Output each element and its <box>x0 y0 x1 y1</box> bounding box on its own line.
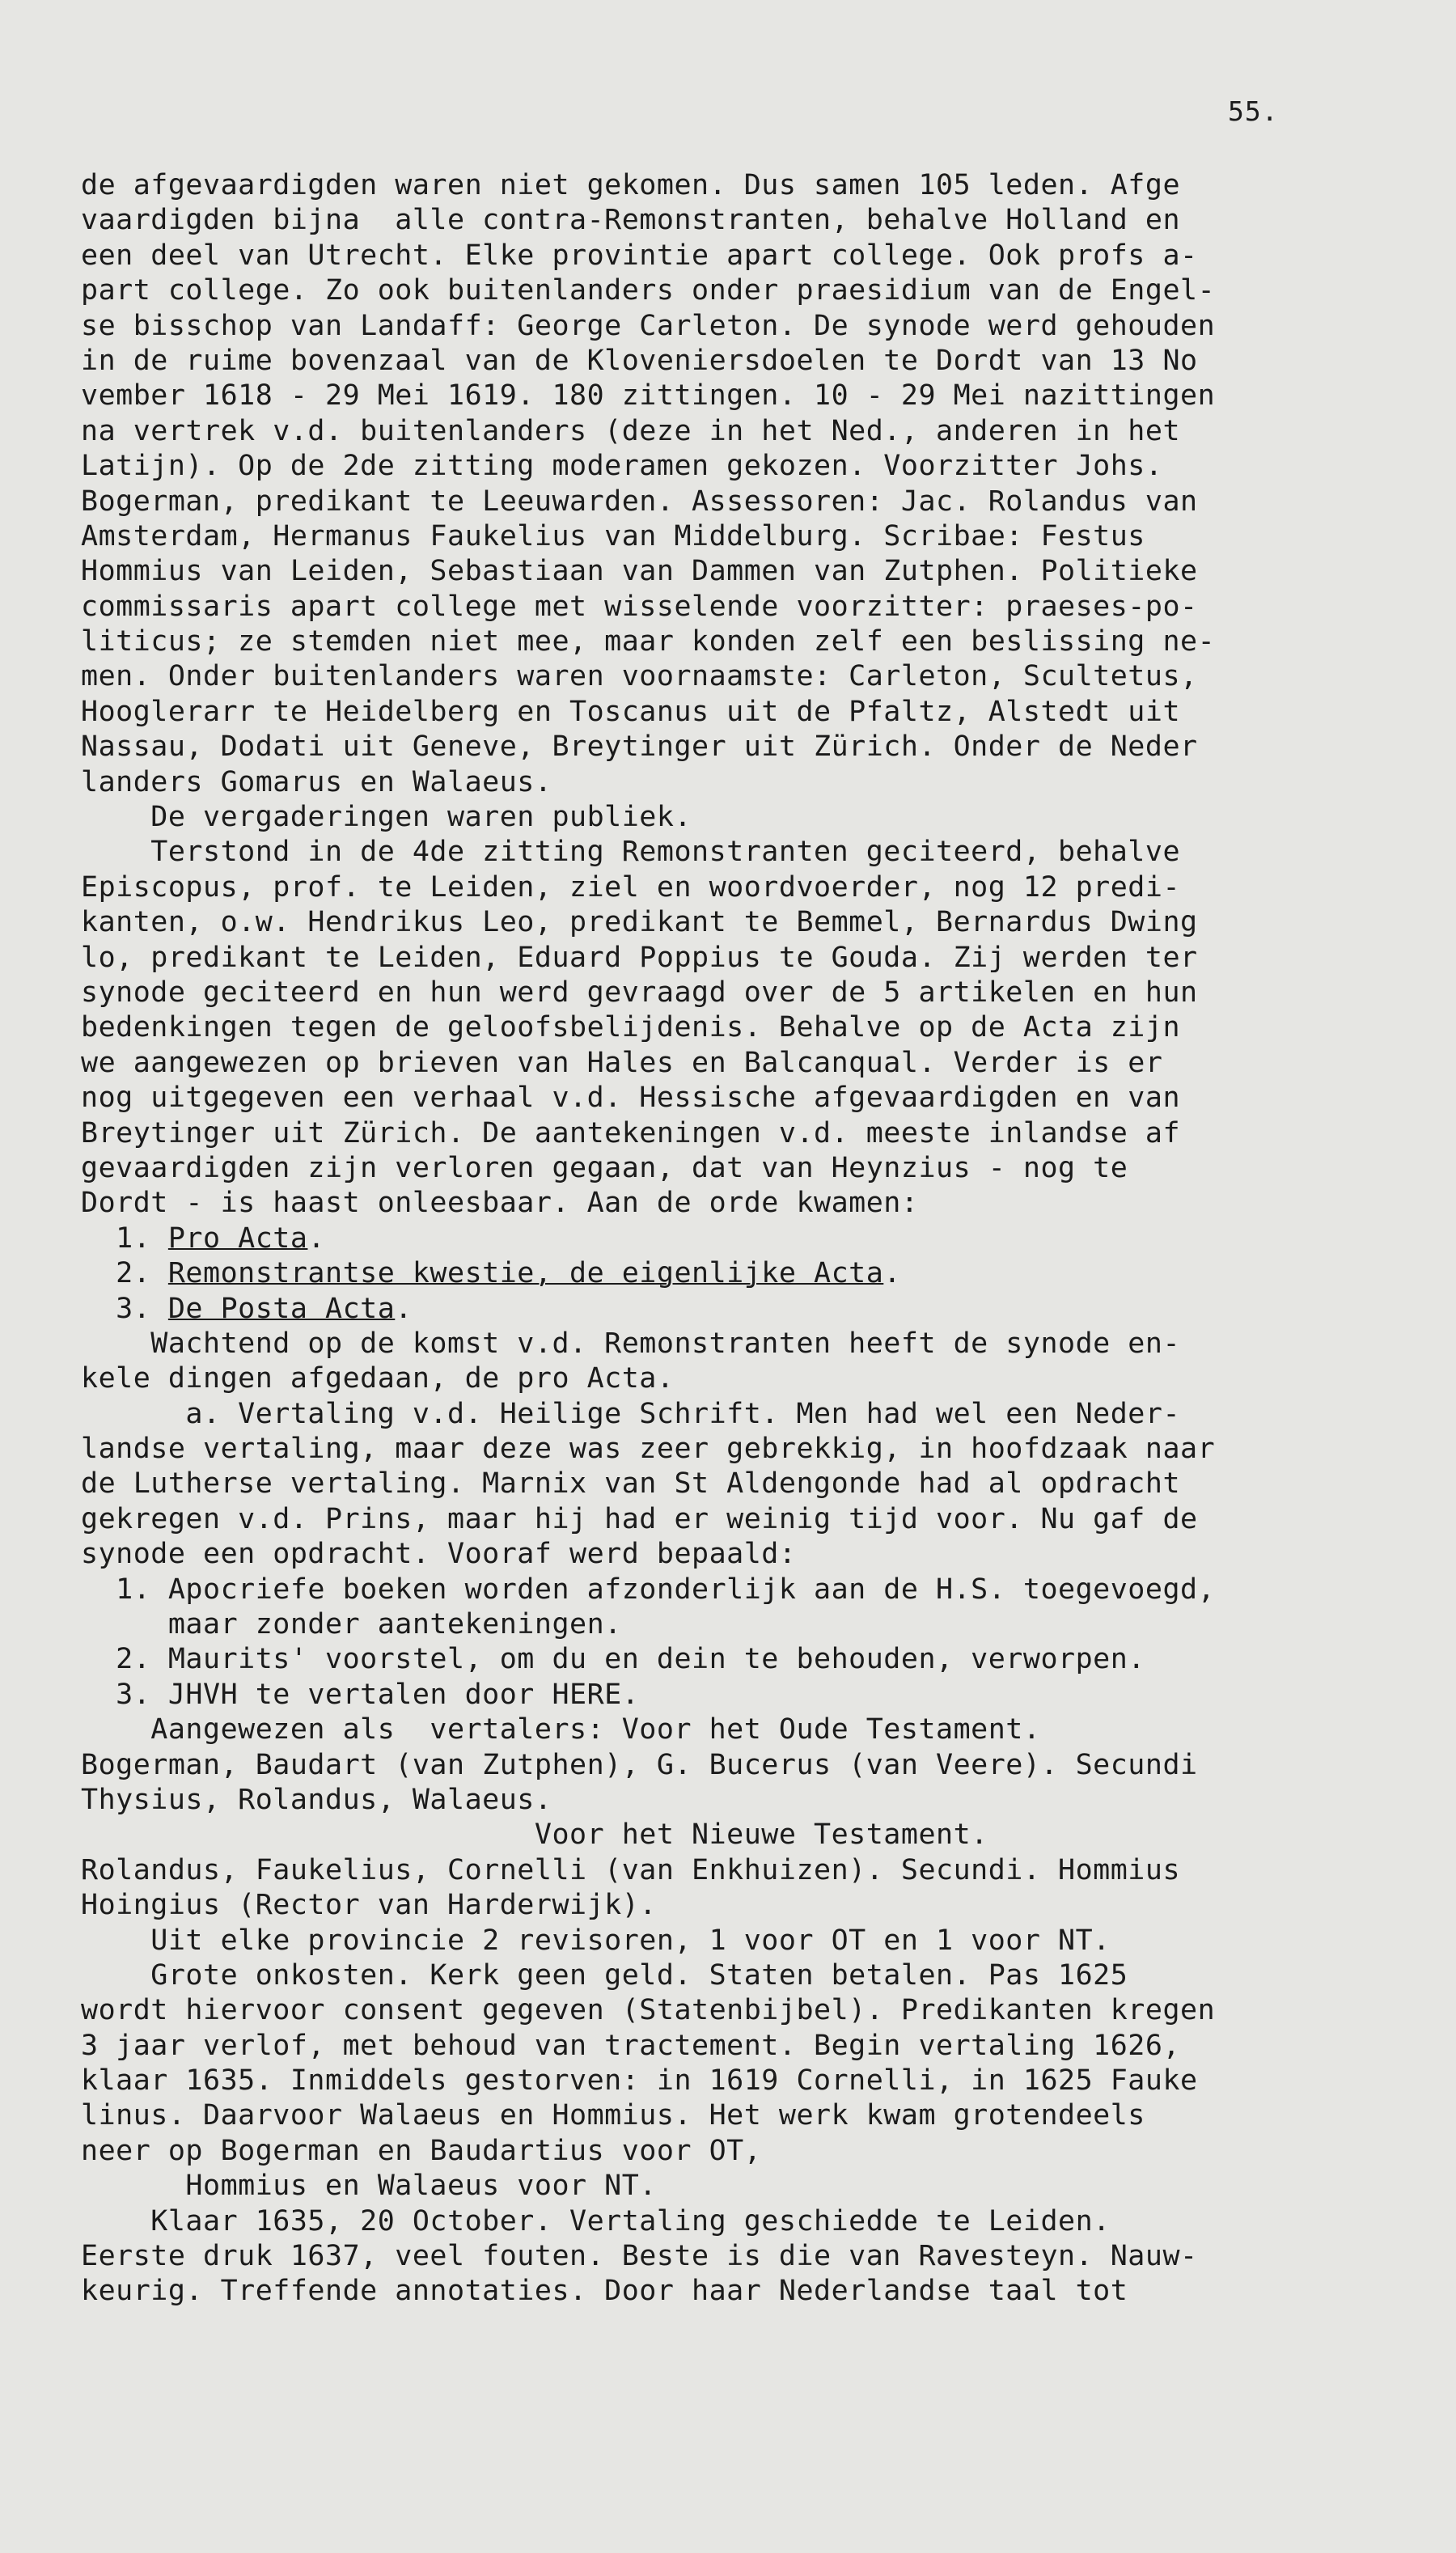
text-line <box>81 835 1407 870</box>
line-suffix: . <box>883 1257 901 1290</box>
text-line <box>81 624 1407 659</box>
text-line <box>81 1327 1407 1361</box>
line-text: se bisschop van Landaff: George Carleton. De synode werd gehouden <box>81 309 1216 342</box>
line-text: Thysius, Rolandus, Walaeus. <box>81 1783 552 1816</box>
text-line <box>81 1537 1407 1572</box>
line-text: na vertrek v.d. buitenlanders (deze in het Ned., anderen in het <box>81 414 1181 447</box>
line-text: Episcopus, prof. te Leiden, ziel en woordvoerder, nog 12 predi- <box>81 870 1181 904</box>
text-line <box>81 590 1407 624</box>
text-line <box>81 168 1407 203</box>
text-line <box>81 905 1407 940</box>
text-line <box>81 1993 1407 2028</box>
line-text: Breytinger uit Zürich. De aantekeningen v.d. meeste inlandse af <box>81 1116 1181 1149</box>
line-text: Hoingius (Rector van Harderwijk). <box>81 1889 657 1922</box>
line-text: 3 jaar verlof, met behoud van tractement. Begin vertaling 1626, <box>81 2029 1181 2062</box>
line-text: Dordt - is haast onleesbaar. Aan de orde kwamen: <box>81 1187 919 1220</box>
line-text: bedenkingen tegen de geloofsbelijdenis. Behalve op de Acta zijn <box>81 1011 1181 1044</box>
text-line <box>81 1642 1407 1677</box>
line-text: in de ruime bovenzaal van de Kloveniersdoelen te Dordt van 13 No <box>81 344 1198 377</box>
line-text: gevaardigden zijn verloren gegaan, dat van Heynzius - nog te <box>81 1151 1128 1184</box>
line-text: vember 1618 - 29 Mei 1619. 180 zittingen. 10 - 29 Mei nazittingen <box>81 379 1216 413</box>
text-line <box>81 1607 1407 1642</box>
text-line <box>81 1010 1407 1045</box>
line-text: maar zonder aantekeningen. <box>81 1608 622 1641</box>
text-line <box>81 203 1407 238</box>
text-line <box>81 1116 1407 1151</box>
line-text: Terstond in de 4de zitting Remonstranten geciteerd, behalve <box>81 836 1181 869</box>
line-text: we aangewezen op brieven van Hales en Balcanqual. Verder is er <box>81 1046 1163 1079</box>
line-text: 3. <box>81 1292 168 1325</box>
text-line <box>81 485 1407 519</box>
line-text: linus. Daarvoor Walaeus en Hommius. Het werk kwam grotendeels <box>81 2099 1145 2132</box>
line-text: Amsterdam, Hermanus Faukelius van Middelburg. Scribae: Festus <box>81 519 1145 553</box>
text-line <box>81 730 1407 764</box>
text-line <box>81 273 1407 308</box>
line-text: lo, predikant te Leiden, Eduard Poppius te Gouda. Zij werden ter <box>81 941 1198 974</box>
text-line <box>81 1888 1407 1923</box>
line-text: Uit elke provincie 2 revisoren, 1 voor OT en 1 voor NT. <box>81 1924 1111 1957</box>
text-line <box>81 309 1407 344</box>
text-line <box>81 1046 1407 1081</box>
underlined-heading: De Posta Acta <box>167 1292 396 1325</box>
line-text: wordt hiervoor consent gegeven (Statenbijbel). Predikanten kregen <box>81 1994 1216 2027</box>
line-text: Hommius van Leiden, Sebastiaan van Dammen van Zutphen. Politieke <box>81 555 1198 588</box>
text-line <box>81 1958 1407 1993</box>
line-text: een deel van Utrecht. Elke provintie apart college. Ook profs a- <box>81 239 1198 272</box>
text-line <box>81 379 1407 413</box>
text-line <box>81 1783 1407 1818</box>
line-text: synode een opdracht. Vooraf werd bepaald: <box>81 1538 797 1571</box>
text-line <box>81 449 1407 484</box>
line-text: synode geciteerd en hun werd gevraagd over de 5 artikelen en hun <box>81 976 1198 1009</box>
line-suffix: . <box>307 1221 326 1255</box>
text-line <box>81 765 1407 800</box>
text-line <box>81 1573 1407 1607</box>
line-text: Hooglerarr te Heidelberg en Toscanus uit de Pfaltz, Alstedt uit <box>81 695 1181 728</box>
text-line <box>81 344 1407 379</box>
line-text: men. Onder buitenlanders waren voornaamste: Carleton, Scultetus, <box>81 660 1198 693</box>
text-line <box>81 1186 1407 1221</box>
line-text: Voor het Nieuwe Testament. <box>81 1818 988 1852</box>
text-line <box>81 2274 1407 2309</box>
line-text: part college. Zo ook buitenlanders onder praesidium van de Engel- <box>81 274 1216 307</box>
line-text: Bogerman, predikant te Leeuwarden. Assessoren: Jac. Rolandus van <box>81 485 1198 518</box>
line-text: klaar 1635. Inmiddels gestorven: in 1619 Cornelli, in 1625 Fauke <box>81 2064 1198 2098</box>
line-text: 2. Maurits' voorstel, om du en dein te behouden, verworpen. <box>81 1643 1145 1676</box>
line-text: liticus; ze stemden niet mee, maar konden zelf een beslissing ne- <box>81 625 1216 658</box>
line-suffix: . <box>395 1292 413 1325</box>
line-text: Bogerman, Baudart (van Zutphen), G. Bucerus (van Veere). Secundi <box>81 1748 1198 1781</box>
line-text: de afgevaardigden waren niet gekomen. Dus samen 105 leden. Afge <box>81 169 1181 201</box>
line-text: 1. Apocriefe boeken worden afzonderlijk aan de H.S. toegevoegd, <box>81 1573 1216 1606</box>
line-text: Nassau, Dodati uit Geneve, Breytinger uit Zürich. Onder de Neder <box>81 730 1198 764</box>
line-text: Eerste druk 1637, veel fouten. Beste is die van Ravesteyn. Nauw- <box>81 2240 1198 2273</box>
text-line <box>81 1678 1407 1713</box>
text-line <box>81 870 1407 905</box>
text-line <box>81 800 1407 835</box>
line-text: Aangewezen als vertalers: Voor het Oude Testament. <box>81 1713 1041 1746</box>
line-text: De vergaderingen waren publiek. <box>81 801 692 834</box>
line-text: Latijn). Op de 2de zitting moderamen gekozen. Voorzitter Johs. <box>81 450 1163 483</box>
text-line <box>81 2239 1407 2274</box>
page-number: 55. <box>1228 95 1279 127</box>
text-line <box>81 2064 1407 2098</box>
text-line <box>81 1924 1407 1958</box>
text-line <box>81 1292 1407 1327</box>
text-line <box>81 941 1407 976</box>
line-text: landers Gomarus en Walaeus. <box>81 765 552 798</box>
text-line <box>81 554 1407 589</box>
text-line <box>81 695 1407 730</box>
line-text: Rolandus, Faukelius, Cornelli (van Enkhuizen). Secundi. Hommius <box>81 1853 1181 1886</box>
line-text: de Lutherse vertaling. Marnix van St Aldengonde had al opdracht <box>81 1467 1181 1501</box>
line-text: neer op Bogerman en Baudartius voor OT, <box>81 2134 762 2167</box>
text-line <box>81 1151 1407 1186</box>
line-text: keurig. Treffende annotaties. Door haar Nederlandse taal tot <box>81 2275 1128 2308</box>
line-text: commissaris apart college met wisselende voorzitter: praeses-po- <box>81 590 1198 623</box>
line-text: Klaar 1635, 20 October. Vertaling geschiedde te Leiden. <box>81 2204 1111 2238</box>
text-line <box>81 414 1407 449</box>
text-line <box>81 1818 1407 1852</box>
line-text: 3. JHVH te vertalen door HERE. <box>81 1678 640 1711</box>
text-line <box>81 2029 1407 2064</box>
line-text: a. Vertaling v.d. Heilige Schrift. Men had wel een Neder- <box>81 1397 1181 1430</box>
text-line <box>81 1713 1407 1747</box>
text-line <box>81 2204 1407 2239</box>
line-text: 2. <box>81 1257 168 1290</box>
text-line <box>81 976 1407 1010</box>
text-line <box>81 2098 1407 2133</box>
text-line <box>81 1853 1407 1888</box>
text-line <box>81 1256 1407 1291</box>
line-text: kele dingen afgedaan, de pro Acta. <box>81 1362 675 1395</box>
text-line <box>81 1748 1407 1783</box>
text-line <box>81 519 1407 554</box>
line-text: Hommius en Walaeus voor NT. <box>81 2170 657 2203</box>
text-line <box>81 2134 1407 2169</box>
line-text: gekregen v.d. Prins, maar hij had er weinig tijd voor. Nu gaf de <box>81 1502 1198 1535</box>
line-text: vaardigden bijna alle contra-Remonstranten, behalve Holland en <box>81 204 1181 237</box>
line-text: Grote onkosten. Kerk geen geld. Staten betalen. Pas 1625 <box>81 1958 1128 1992</box>
text-line <box>81 1502 1407 1537</box>
underlined-heading: Remonstrantse kwestie, de eigenlijke Acta <box>167 1257 884 1290</box>
text-line <box>81 2169 1407 2204</box>
line-text: 1. <box>81 1221 168 1255</box>
text-line <box>81 659 1407 694</box>
line-text: kanten, o.w. Hendrikus Leo, predikant te Bemmel, Bernardus Dwing <box>81 906 1198 939</box>
line-text: Wachtend op de komst v.d. Remonstranten heeft de synode en- <box>81 1327 1181 1360</box>
text-line <box>81 1467 1407 1501</box>
text-line <box>81 1081 1407 1116</box>
text-line <box>81 1397 1407 1432</box>
line-text: landse vertaling, maar deze was zeer gebrekkig, in hoofdzaak naar <box>81 1433 1216 1466</box>
text-line <box>81 239 1407 273</box>
text-line <box>81 1221 1407 1256</box>
underlined-heading: Pro Acta <box>167 1221 308 1255</box>
text-line <box>81 1361 1407 1396</box>
text-line <box>81 1432 1407 1467</box>
body-text <box>81 168 1407 2310</box>
line-text: nog uitgegeven een verhaal v.d. Hessische afgevaardigden en van <box>81 1082 1181 1115</box>
